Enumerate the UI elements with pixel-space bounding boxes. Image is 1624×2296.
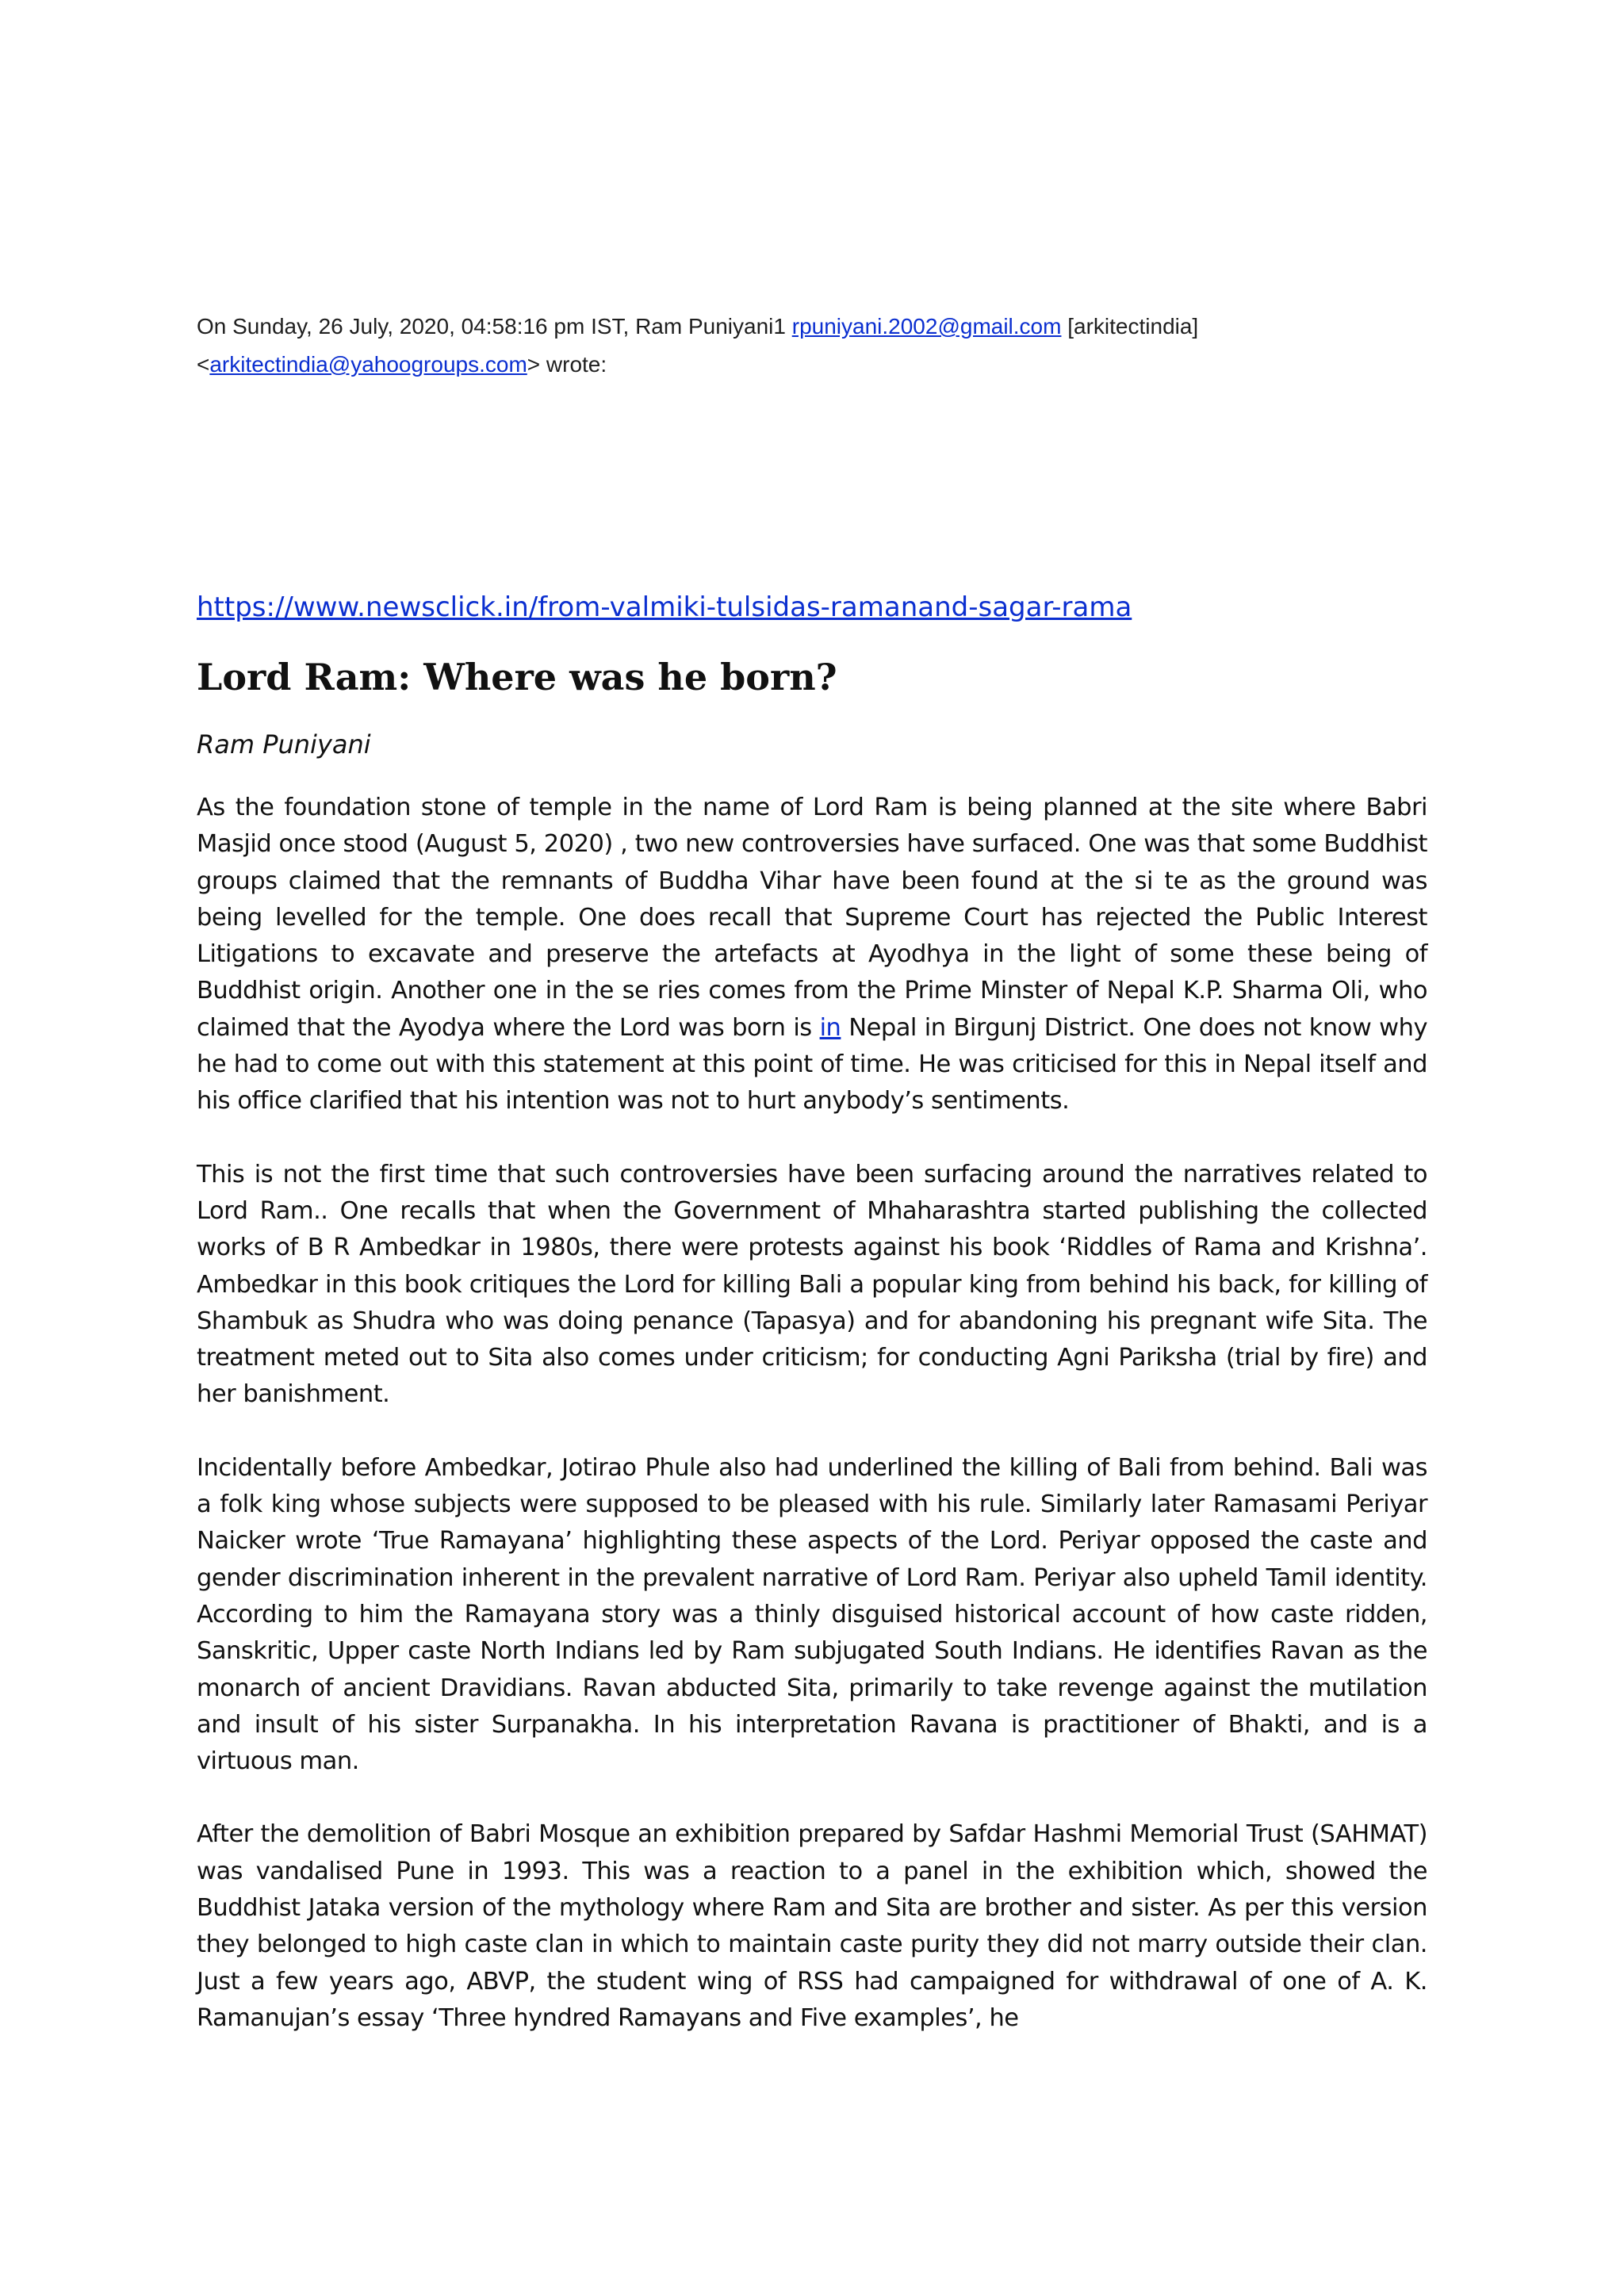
email-header-line-1: [197, 308, 1434, 346]
group-tag: [arkitectindia]: [1061, 314, 1199, 339]
email-header: [197, 308, 1434, 384]
article-url-line: [197, 584, 1427, 631]
paragraph-3: Incidentally before Ambedkar, Jotirao Phule also had underlined the killing of Bali from behind. Bali was a folk king whose subjects were supposed to be pleased with his rule. Similarly later Ramasami Periyar Naicker wrote ‘True Ramayana’ highlighting these aspects of the Lord. Periyar opposed the caste and gender discrimination inherent in the prevalent narrative of Lord Ram. Periyar also upheld Tamil identity. According to him the Ramayana story was a thinly disguised historical account of how caste ridden, Sanskritic, Upper caste North Indians led by Ram subjugated South Indians. He identifies Ravan as the monarch of ancient Dravidians. Ravan abducted Sita, primarily to take revenge against the mutilation and insult of his sister Surpanakha. In his interpretation Ravana is practitioner of Bhakti, and is a virtuous man.: [197, 1453, 1427, 1776]
paragraph-1-text-b: Nepal in Birgunj District. One does not know why he had to come out with this statement at this point of time. He was criticised for this in Nepal itself and his office clarified that his intention was not to hurt anybody’s sentiments.: [197, 1013, 1427, 1115]
open-bracket: <: [197, 352, 210, 377]
article-author: Ram Puniyani: [197, 729, 371, 760]
paragraph-1-text-a: As the foundation stone of temple in the name of Lord Ram is being planned at the site where Babri Masjid once stood (August 5, 2020) , two new controversies have surfaced. One was that some Buddhist groups claimed that the remnants of Buddha Vihar have been found at the si te as the ground was being levelled for the temple. One does recall that Supreme Court has rejected the Public Interest Litigations to excavate and preserve the artefacts at Ayodhya in the light of some these being of Buddhist origin. Another one in the se ries comes from the Prime Minster of Nepal K.P. Sharma Oli, who claimed that the Ayodya where the Lord was born is: [197, 794, 1427, 1042]
email-header-line-2: [197, 346, 1434, 384]
paragraph-1: [197, 790, 1427, 1120]
article-title: Lord Ram: Where was he born?: [197, 656, 837, 698]
paragraph-2: This is not the first time that such controversies have been surfacing around the narratives related to Lord Ram.. One recalls that when the Government of Mhaharashtra started publishing the collected works of B R Ambedkar in 1980s, there were protests against his book ‘Riddles of Rama and Krishna’. Ambedkar in this book critiques the Lord for killing Bali a popular king from behind his back, for killing of Shambuk as Shudra who was doing penance (Tapasya) and for abandoning his pregnant wife Sita. The treatment meted out to Sita also comes under criticism; for conducting Agni Pariksha (trial by fire) and her banishment.: [197, 1160, 1427, 1409]
group-email-link[interactable]: arkitectindia@yahoogroups.com: [209, 352, 527, 377]
sender-email-link[interactable]: rpuniyani.2002@gmail.com: [791, 314, 1062, 339]
inline-in-link[interactable]: in: [819, 1013, 841, 1042]
paragraph-4: After the demolition of Babri Mosque an exhibition prepared by Safdar Hashmi Memorial Trust (SAHMAT) was vandalised Pune in 1993. This was a reaction to a panel in the exhibition which, showed the Buddhist Jataka version of the mythology where Ram and Sita are brother and sister. As per this version they belonged to high caste clan in which to maintain caste purity they did not marry outside their clan. Just a few years ago, ABVP, the student wing of RSS had campaigned for withdrawal of one of A. K. Ramanujan’s essay ‘Three hyndred Ramayans and Five examples’, he: [197, 1820, 1427, 2032]
wrote-text: > wrote:: [527, 352, 607, 377]
email-header-date-sender: On Sunday, 26 July, 2020, 04:58:16 pm IST, Ram Puniyani1: [197, 314, 792, 339]
article-url-link[interactable]: https://www.newsclick.in/from-valmiki-tulsidas-ramanand-sagar-rama: [197, 591, 1132, 623]
article-body: [197, 584, 1427, 2073]
